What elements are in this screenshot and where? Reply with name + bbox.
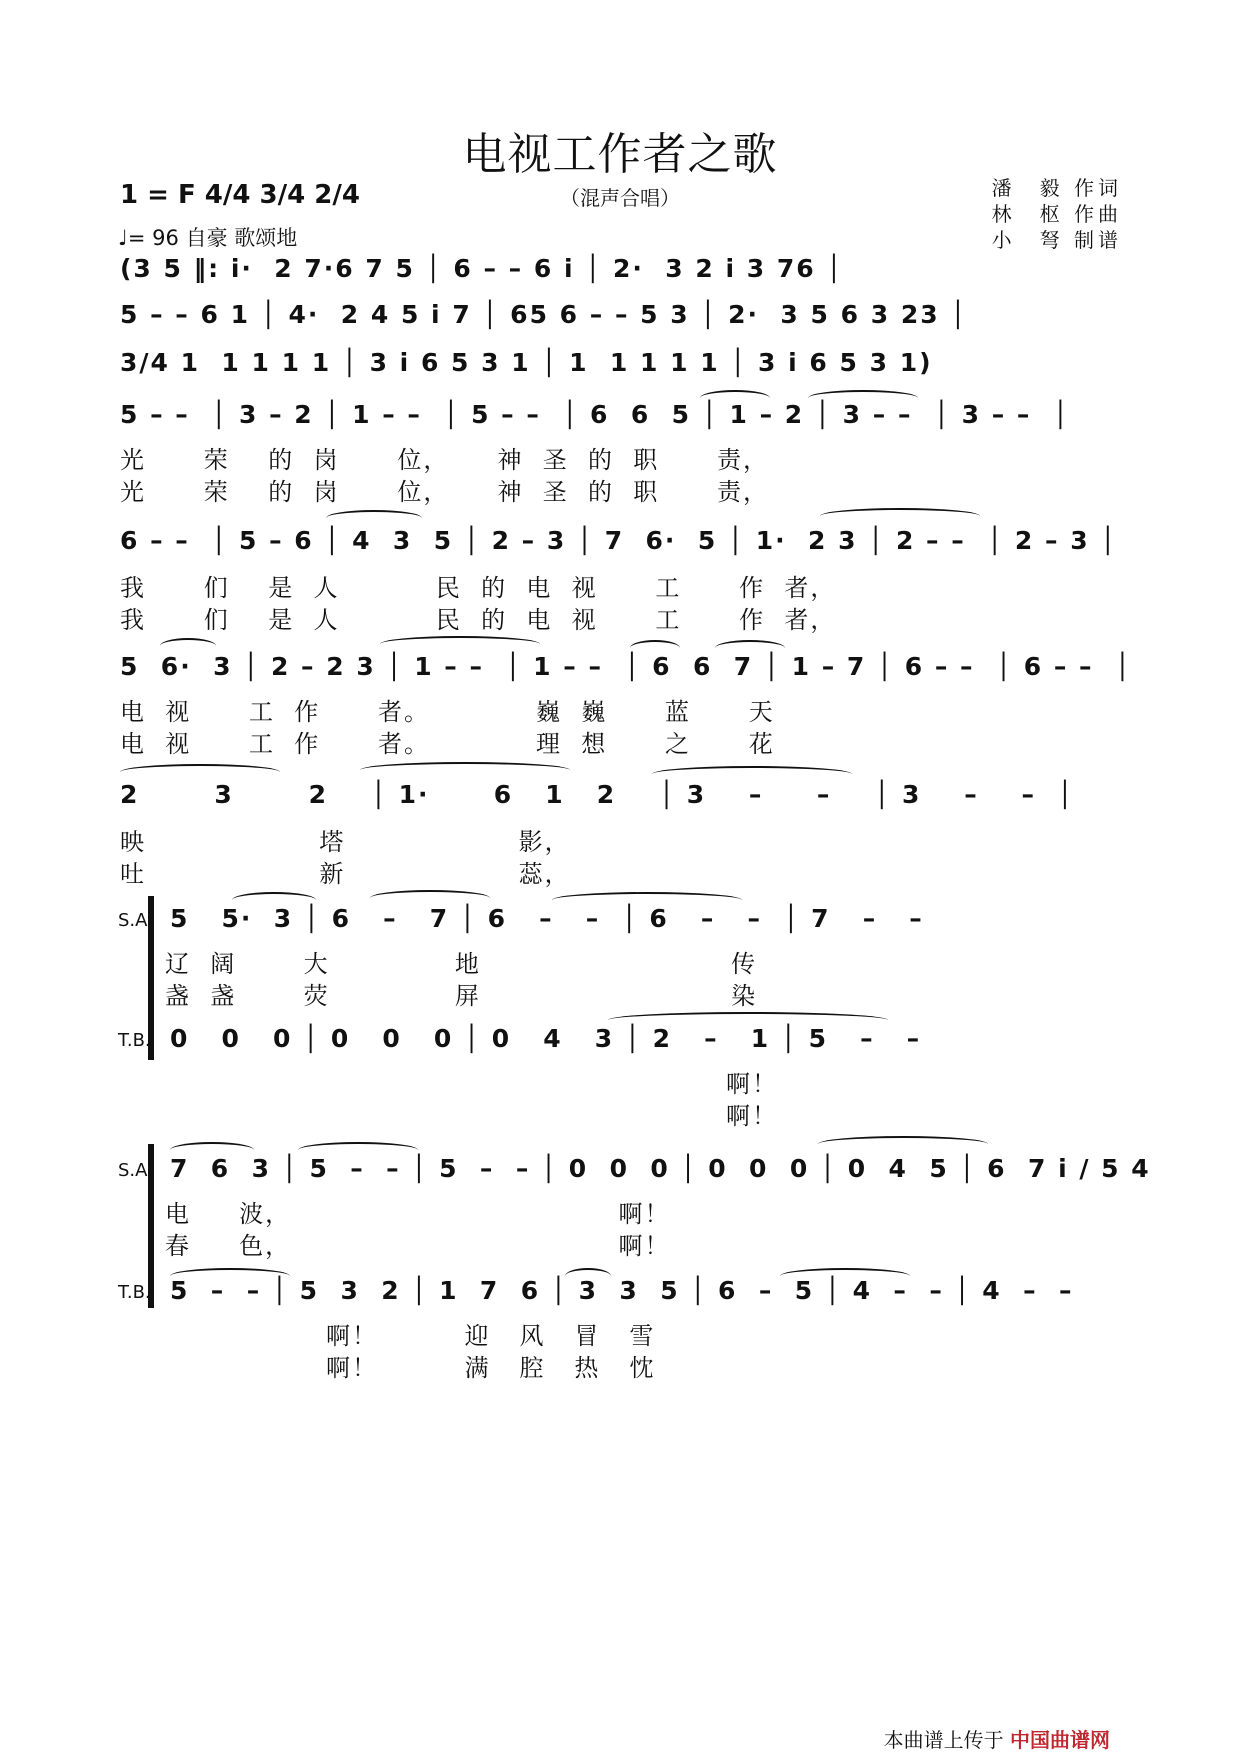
site-logo[interactable]: 中国曲谱网	[1010, 1728, 1110, 1752]
arranger-credit: 小 弩 制谱	[991, 228, 1122, 252]
subtitle: （混声合唱）	[560, 186, 680, 210]
tb-voice-label: T.B.	[118, 1282, 151, 1303]
notation-row-6: 5 6· 3 │ 2 – 2 3 │ 1 – – │ 1 – – │ 6 6 7 │ 1 – 7 │ 6 – – │ 6 – – │	[120, 652, 1132, 681]
lyric-row-7a: 映 塔 影，	[120, 828, 571, 856]
page-title: 电视工作者之歌	[462, 129, 778, 180]
tb-lyric-1a: 啊！	[726, 1070, 778, 1098]
slur	[120, 764, 280, 780]
slur	[820, 508, 980, 524]
lyric-row-4b: 光 荣 的 岗 位， 神 圣 的 职 责，	[120, 478, 770, 506]
notation-row-3: 3/4 1 1 1 1 1 │ 3 i 6 5 3 1 │ 1 1 1 1 1 │ 3 i 6 5 3 1)	[120, 348, 933, 377]
lyric-row-7b: 吐 新 蕊，	[120, 860, 571, 888]
slur	[818, 1136, 988, 1152]
lyricist-credit: 潘 毅 作词	[991, 176, 1122, 200]
slur	[360, 762, 570, 778]
sa-lyric-1b: 盏 盏 荧 屏 染	[165, 982, 758, 1010]
footer	[884, 1724, 1110, 1753]
sa-notation-2: 7 6 3 │ 5 – – │ 5 – – │ 0 0 0 │ 0 0 0 │ 0 4 5 │ 6 7 i / 5 4	[170, 1154, 1151, 1183]
composer-credit: 林 枢 作曲	[991, 202, 1122, 226]
key-signature: 1 = F 4/4 3/4 2/4	[120, 180, 360, 210]
tb-notation-2: 5 – – │ 5 3 2 │ 1 7 6 │ 3 3 5 │ 6 – 5 │ 4 – – │ 4 – –	[170, 1276, 1074, 1305]
tempo-marking: ♩= 96 自豪 歌颂地	[118, 226, 298, 250]
lyric-row-5b: 我 们 是 人 民 的 电 视 工 作 者，	[120, 606, 837, 634]
tb-lyric-2b: 啊！ 满 腔 热 忱	[326, 1354, 656, 1382]
slur	[326, 510, 422, 526]
tb-lyric-1b: 啊！	[726, 1102, 778, 1130]
sa-notation-1: 5 5· 3 │ 6 – 7 │ 6 – – │ 6 – – │ 7 – –	[170, 904, 924, 933]
notation-row-5: 6 – – │ 5 – 6 │ 4 3 5 │ 2 – 3 │ 7 6· 5 │ 1· 2 3 │ 2 – – │ 2 – 3 │	[120, 526, 1118, 555]
notation-row-1: (3 5 ‖: i· 2 7·6 7 5 │ 6 – – 6 i │ 2· 3 2 i 3 76 │	[120, 254, 844, 283]
sa-voice-label: S.A.	[118, 1160, 153, 1181]
sa-voice-label: S.A.	[118, 910, 153, 931]
lyric-row-6a: 电 视 工 作 者。 巍 巍 蓝 天	[120, 698, 775, 726]
sa-lyric-2a: 电 波， 啊！	[165, 1200, 671, 1228]
notation-row-7: 2 3 2 │ 1· 6 1 2 │ 3 – – │ 3 – – │	[120, 780, 1075, 809]
slur	[380, 636, 540, 652]
footer-text: 本曲谱上传于	[883, 1728, 1004, 1752]
tb-notation-1: 0 0 0 │ 0 0 0 │ 0 4 3 │ 2 – 1 │ 5 – –	[170, 1024, 922, 1053]
lyric-row-4a: 光 荣 的 岗 位， 神 圣 的 职 责，	[120, 446, 770, 474]
notation-row-4: 5 – – │ 3 – 2 │ 1 – – │ 5 – – │ 6 6 5 │ 1 – 2 │ 3 – – │ 3 – – │	[120, 400, 1070, 429]
lyric-row-5a: 我 们 是 人 民 的 电 视 工 作 者，	[120, 574, 837, 602]
sa-lyric-2b: 春 色， 啊！	[165, 1232, 671, 1260]
tb-voice-label: T.B.	[118, 1030, 151, 1051]
tb-lyric-2a: 啊！ 迎 风 冒 雪	[326, 1322, 656, 1350]
notation-row-2: 5 – – 6 1 │ 4· 2 4 5 i 7 │ 65 6 – – 5 3 │ 2· 3 5 6 3 23 │	[120, 300, 968, 329]
lyric-row-6b: 电 视 工 作 者。 理 想 之 花	[120, 730, 775, 758]
sa-lyric-1a: 辽 阔 大 地 传	[165, 950, 758, 978]
